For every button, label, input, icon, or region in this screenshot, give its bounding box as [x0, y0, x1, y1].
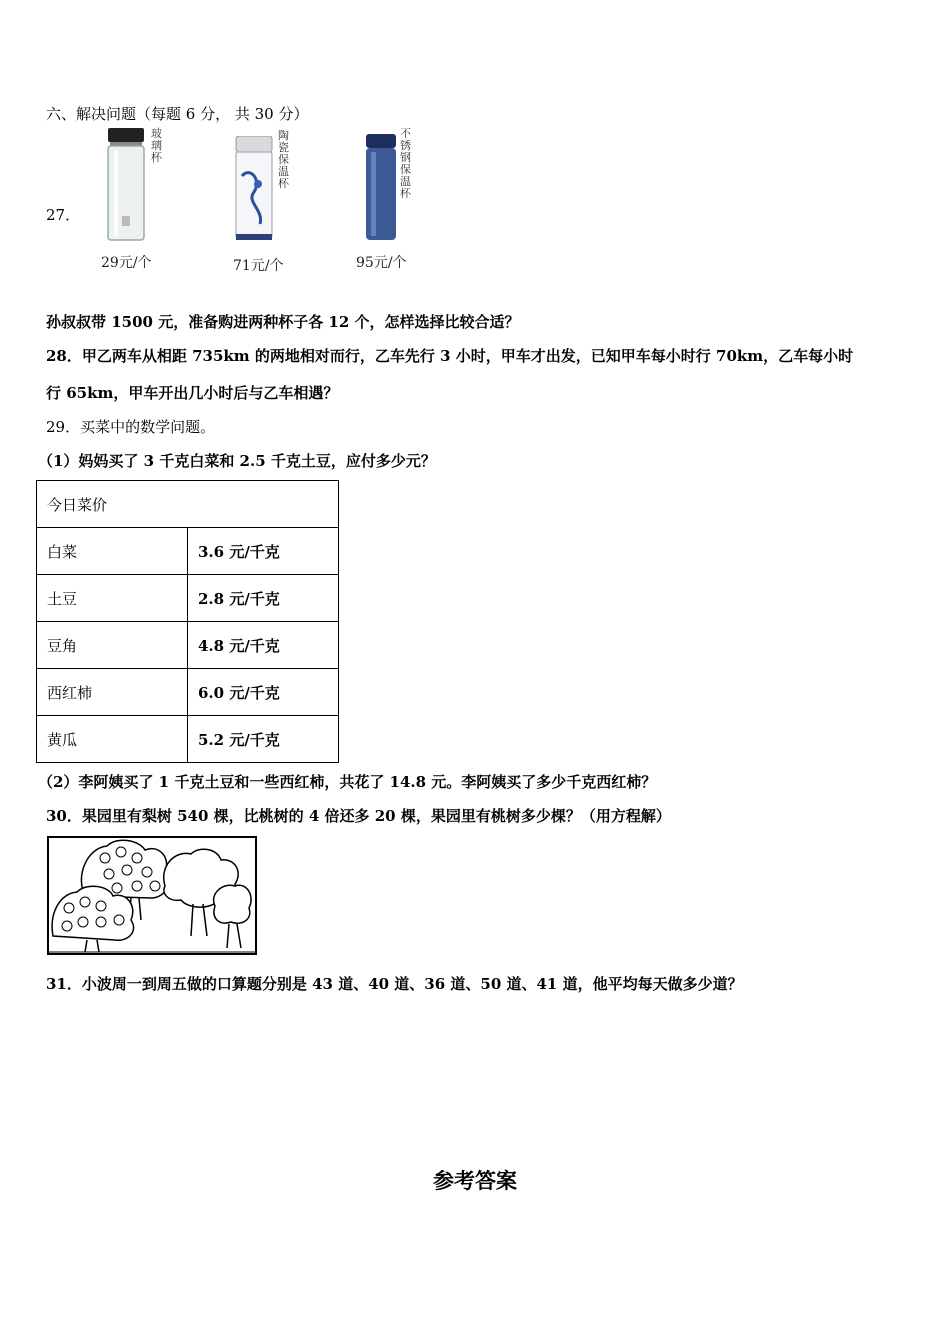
table-row — [37, 716, 339, 763]
orchard-illustration — [47, 836, 257, 960]
cup-label: 不锈钢保温杯 — [400, 127, 411, 200]
q29-sub2: （2）李阿姨买了 1 千克土豆和一些西红柿，共花了 14.8 元。李阿姨买了多少千克西红柿？ — [38, 773, 657, 791]
veg-name: 豆角 — [37, 622, 188, 669]
table-row — [37, 622, 339, 669]
cup-price: 71元/个 — [233, 258, 284, 274]
q29-sub1: （1）妈妈买了 3 千克白菜和 2.5 千克土豆，应付多少元？ — [38, 452, 436, 470]
answer-title: 参考答案 — [433, 1169, 517, 1193]
table-row — [37, 575, 339, 622]
section-title: 六、解决问题（每题 6 分， 共 30 分） — [46, 105, 309, 123]
cup-price: 95元/个 — [356, 255, 407, 271]
glass-cup-image — [104, 128, 148, 248]
veg-price: 5.2 元/千克 — [188, 716, 339, 763]
q29-title: 29．买菜中的数学问题。 — [46, 418, 216, 436]
ceramic-cup-image — [234, 136, 274, 246]
cup-label: 陶瓷保温杯 — [278, 129, 289, 190]
veg-name: 土豆 — [37, 575, 188, 622]
price-table — [36, 480, 339, 763]
veg-name: 白菜 — [37, 528, 188, 575]
q27-text: 孙叔叔带 1500 元，准备购进两种杯子各 12 个，怎样选择比较合适？ — [46, 313, 520, 331]
stainless-cup-image — [364, 134, 398, 246]
cup-price: 29元/个 — [101, 255, 152, 271]
q27-number: 27． — [46, 206, 81, 224]
cup-label: 玻璃杯 — [151, 127, 162, 164]
table-row — [37, 528, 339, 575]
veg-name: 西红柿 — [37, 669, 188, 716]
table-header: 今日菜价 — [37, 481, 339, 528]
q31-text: 31．小波周一到周五做的口算题分别是 43 道、40 道、36 道、50 道、41 道，他平均每天做多少道？ — [46, 975, 743, 993]
veg-price: 6.0 元/千克 — [188, 669, 339, 716]
veg-price: 3.6 元/千克 — [188, 528, 339, 575]
veg-price: 2.8 元/千克 — [188, 575, 339, 622]
q30-text: 30．果园里有梨树 540 棵，比桃树的 4 倍还多 20 棵，果园里有桃树多少棵？（用方程解） — [46, 807, 671, 825]
veg-price: 4.8 元/千克 — [188, 622, 339, 669]
q28-line2: 行 65km，甲车开出几小时后与乙车相遇？ — [46, 384, 339, 402]
table-row — [37, 669, 339, 716]
veg-name: 黄瓜 — [37, 716, 188, 763]
q28-line1: 28．甲乙两车从相距 735km 的两地相对而行，乙车先行 3 小时，甲车才出发，已知甲车每小时行 70km，乙车每小时 — [46, 347, 854, 365]
